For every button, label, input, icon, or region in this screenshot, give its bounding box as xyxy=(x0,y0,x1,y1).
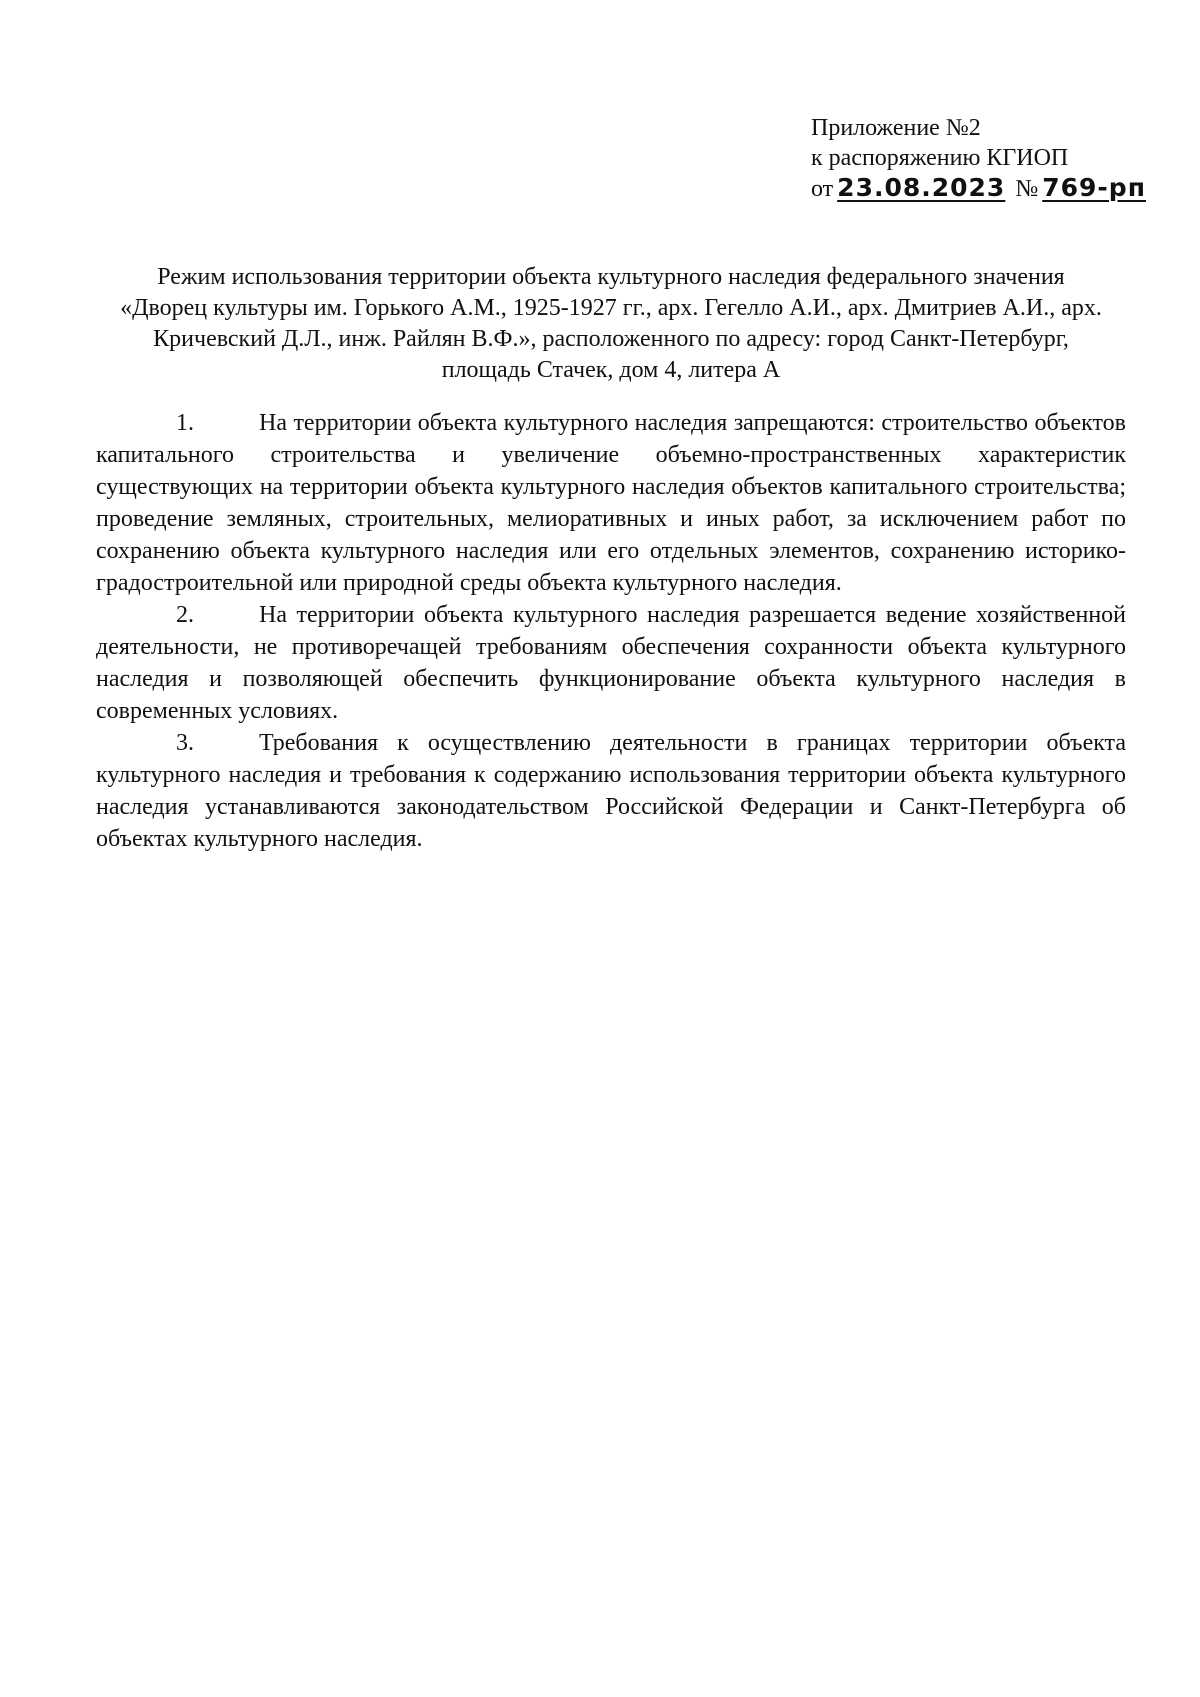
paragraph-line: На территории объекта культурного наследия разрешается ведение хозяйственной xyxy=(259,602,1126,628)
paragraph-first-line xyxy=(96,407,1126,439)
paragraph-number: 1. xyxy=(176,410,194,436)
order-number: 769-рп xyxy=(1042,173,1146,202)
paragraph-line: наследия устанавливаются законодательством Российской Федерации и Санкт-Петербурга об xyxy=(96,794,1126,820)
paragraph-number: 3. xyxy=(176,730,194,756)
paragraph-line: наследия и позволяющей обеспечить функционирование объекта культурного наследия в xyxy=(96,666,1126,692)
appendix-title: Приложение №2 xyxy=(811,115,981,141)
paragraph-line: капитального строительства и увеличение объемно-пространственных характеристик xyxy=(96,442,1126,468)
paragraph-line: сохранению объекта культурного наследия или его отдельных элементов, сохранению историко- xyxy=(96,538,1126,564)
title-line: «Дворец культуры им. Горького А.М., 1925-1927 гг., арх. Гегелло А.И., арх. Дмитриев А.И., арх. xyxy=(120,295,1102,321)
order-reference: к распоряжению КГИОП xyxy=(811,145,1069,171)
paragraph-3 xyxy=(96,727,1126,855)
paragraph-1 xyxy=(96,407,1126,599)
date-prefix: от xyxy=(811,176,834,202)
title-line: площадь Стачек, дом 4, литера А xyxy=(441,357,781,383)
paragraph-line: современных условиях. xyxy=(96,698,339,724)
paragraph-number: 2. xyxy=(176,602,194,628)
paragraph-line: проведение земляных, строительных, мелиоративных и иных работ, за исключением работ по xyxy=(96,506,1126,532)
paragraph-line: Требования к осуществлению деятельности в границах территории объекта xyxy=(259,730,1126,756)
paragraph-2 xyxy=(96,599,1126,727)
order-date: 23.08.2023 xyxy=(837,173,1006,202)
paragraph-line: объектах культурного наследия. xyxy=(96,826,423,852)
paragraph-first-line xyxy=(96,727,1126,759)
title-line: Кричевский Д.Л., инж. Райлян В.Ф.», расположенного по адресу: город Санкт-Петербург, xyxy=(153,326,1069,352)
paragraph-line: существующих на территории объекта культурного наследия объектов капитального строительства; xyxy=(96,474,1126,500)
paragraph-line: градостроительной или природной среды объекта культурного наследия. xyxy=(96,570,842,596)
paragraph-line: На территории объекта культурного наследия запрещаются: строительство объектов xyxy=(259,410,1126,436)
order-date-number xyxy=(811,173,1146,204)
paragraph-line: деятельности, не противоречащей требованиям обеспечения сохранности объекта культурного xyxy=(96,634,1126,660)
number-prefix: № xyxy=(1015,176,1039,202)
document-body xyxy=(96,407,1126,855)
paragraph-first-line xyxy=(96,599,1126,631)
document-title xyxy=(96,262,1126,386)
title-line: Режим использования территории объекта культурного наследия федерального значения xyxy=(157,264,1065,290)
paragraph-line: культурного наследия и требования к содержанию использования территории объекта культурного xyxy=(96,762,1126,788)
appendix-header xyxy=(811,113,1146,204)
